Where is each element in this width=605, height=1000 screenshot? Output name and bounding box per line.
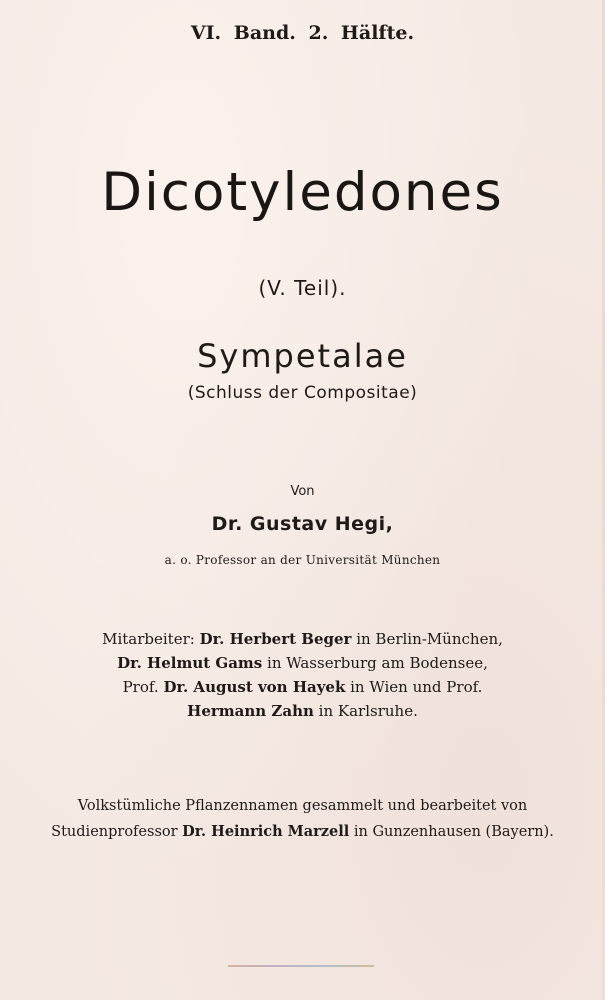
collab-name-zahn: Hermann Zahn bbox=[187, 702, 314, 720]
author-affiliation: a. o. Professor an der Universität München bbox=[164, 553, 441, 567]
by-line: Von bbox=[290, 484, 315, 499]
volume-line: VI. Band. 2. Hälfte. bbox=[190, 22, 415, 44]
collaborators-line-3 bbox=[0, 675, 605, 699]
collab-name-hayek: Dr. August von Hayek bbox=[163, 678, 346, 696]
subtitle: Sympetalae bbox=[197, 337, 408, 375]
author-name: Dr. Gustav Hegi, bbox=[211, 513, 394, 535]
subtitle-note: (Schluss der Compositae) bbox=[187, 383, 418, 403]
main-title: Dicotyledones bbox=[101, 162, 504, 223]
collab-name-beger: Dr. Herbert Beger bbox=[199, 630, 352, 648]
collab-place-hayek: in Wien und Prof. bbox=[345, 678, 483, 696]
part-line: (V. Teil). bbox=[258, 276, 347, 300]
folk-names-line-2 bbox=[0, 819, 605, 845]
collaborators-line-2 bbox=[0, 651, 605, 675]
collab-label: Mitarbeiter: bbox=[102, 630, 200, 648]
collab-place-beger: in Berlin-München, bbox=[351, 630, 503, 648]
folk-names-author: Dr. Heinrich Marzell bbox=[182, 823, 350, 840]
collab-place-gams: in Wasserburg am Bodensee, bbox=[262, 654, 488, 672]
folk-names-line-1: Volkstümliche Pflanzennamen gesammelt und bearbeitet von bbox=[77, 798, 528, 814]
collaborators-line-1 bbox=[0, 627, 605, 651]
collab-name-gams: Dr. Helmut Gams bbox=[117, 654, 263, 672]
folk-names-title: Studienprofessor bbox=[51, 824, 183, 840]
folk-names-place: in Gunzenhausen (Bayern). bbox=[349, 824, 554, 840]
decorative-rule bbox=[228, 965, 374, 967]
collab-title-prof: Prof. bbox=[122, 678, 164, 696]
collaborators-line-4 bbox=[0, 699, 605, 723]
collab-place-zahn: in Karlsruhe. bbox=[313, 702, 418, 720]
